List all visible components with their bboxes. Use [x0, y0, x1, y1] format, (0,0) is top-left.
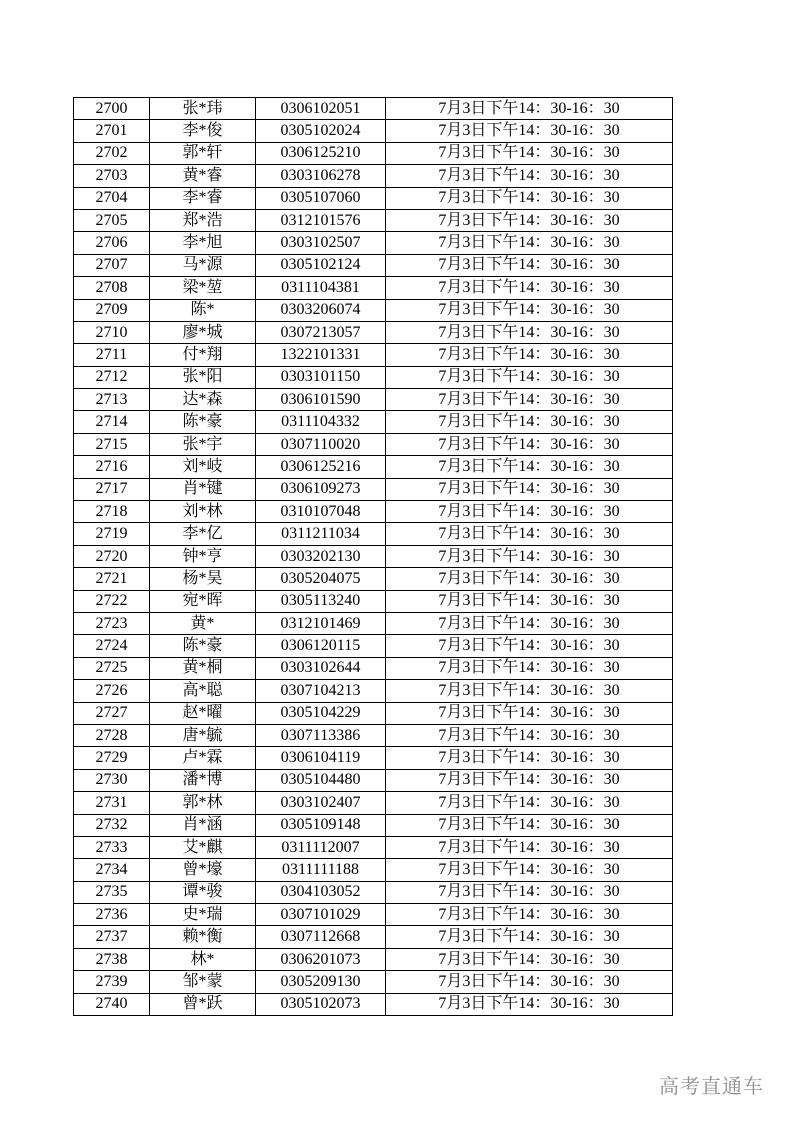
student-id-cell: 0306104119 — [256, 747, 386, 769]
student-id-cell: 0305113240 — [256, 590, 386, 612]
seq-number-cell: 2721 — [74, 568, 150, 590]
seq-number-cell: 2735 — [74, 881, 150, 903]
exam-time-cell: 7月3日下午14：30-16：30 — [386, 657, 673, 679]
name-cell: 唐*毓 — [150, 724, 256, 746]
seq-number-cell: 2716 — [74, 456, 150, 478]
student-id-cell: 0307213057 — [256, 321, 386, 343]
seq-number-cell: 2733 — [74, 836, 150, 858]
student-id-cell: 0306101590 — [256, 389, 386, 411]
seq-number-cell: 2714 — [74, 411, 150, 433]
student-id-cell: 0304103052 — [256, 881, 386, 903]
name-cell: 李*旭 — [150, 232, 256, 254]
seq-number-cell: 2729 — [74, 747, 150, 769]
seq-number-cell: 2706 — [74, 232, 150, 254]
student-id-cell: 0307101029 — [256, 904, 386, 926]
exam-time-cell: 7月3日下午14：30-16：30 — [386, 993, 673, 1015]
table-row — [74, 433, 673, 455]
exam-time-cell: 7月3日下午14：30-16：30 — [386, 859, 673, 881]
name-cell: 郑*浩 — [150, 209, 256, 231]
exam-time-cell: 7月3日下午14：30-16：30 — [386, 971, 673, 993]
exam-time-cell: 7月3日下午14：30-16：30 — [386, 702, 673, 724]
exam-time-cell: 7月3日下午14：30-16：30 — [386, 948, 673, 970]
seq-number-cell: 2738 — [74, 948, 150, 970]
table-row — [74, 209, 673, 231]
exam-time-cell: 7月3日下午14：30-16：30 — [386, 165, 673, 187]
exam-time-cell: 7月3日下午14：30-16：30 — [386, 635, 673, 657]
name-cell: 肖*键 — [150, 478, 256, 500]
student-id-cell: 0305204075 — [256, 568, 386, 590]
name-cell: 赖*衡 — [150, 926, 256, 948]
seq-number-cell: 2740 — [74, 993, 150, 1015]
table-row — [74, 993, 673, 1015]
exam-time-cell: 7月3日下午14：30-16：30 — [386, 724, 673, 746]
seq-number-cell: 2713 — [74, 389, 150, 411]
name-cell: 陈* — [150, 299, 256, 321]
name-cell: 张*玮 — [150, 98, 256, 120]
table-row — [74, 277, 673, 299]
exam-time-cell: 7月3日下午14：30-16：30 — [386, 321, 673, 343]
exam-time-cell: 7月3日下午14：30-16：30 — [386, 344, 673, 366]
seq-number-cell: 2723 — [74, 612, 150, 634]
seq-number-cell: 2719 — [74, 523, 150, 545]
student-id-cell: 0311111188 — [256, 859, 386, 881]
seq-number-cell: 2705 — [74, 209, 150, 231]
seq-number-cell: 2702 — [74, 142, 150, 164]
seq-number-cell: 2712 — [74, 366, 150, 388]
name-cell: 黄* — [150, 612, 256, 634]
roster-body — [74, 98, 673, 1016]
name-cell: 宛*晖 — [150, 590, 256, 612]
seq-number-cell: 2718 — [74, 501, 150, 523]
name-cell: 马*源 — [150, 254, 256, 276]
exam-time-cell: 7月3日下午14：30-16：30 — [386, 612, 673, 634]
seq-number-cell: 2708 — [74, 277, 150, 299]
seq-number-cell: 2732 — [74, 814, 150, 836]
table-row — [74, 657, 673, 679]
name-cell: 潘*博 — [150, 769, 256, 791]
seq-number-cell: 2724 — [74, 635, 150, 657]
watermark-text: 高考直通车 — [659, 1074, 764, 1098]
seq-number-cell: 2722 — [74, 590, 150, 612]
student-id-cell: 0305209130 — [256, 971, 386, 993]
seq-number-cell: 2715 — [74, 433, 150, 455]
name-cell: 卢*霖 — [150, 747, 256, 769]
table-row — [74, 792, 673, 814]
name-cell: 邹*蒙 — [150, 971, 256, 993]
exam-time-cell: 7月3日下午14：30-16：30 — [386, 926, 673, 948]
table-row — [74, 254, 673, 276]
student-id-cell: 0307113386 — [256, 724, 386, 746]
exam-time-cell: 7月3日下午14：30-16：30 — [386, 433, 673, 455]
student-id-cell: 0307104213 — [256, 680, 386, 702]
exam-time-cell: 7月3日下午14：30-16：30 — [386, 411, 673, 433]
exam-time-cell: 7月3日下午14：30-16：30 — [386, 523, 673, 545]
table-row — [74, 724, 673, 746]
table-row — [74, 769, 673, 791]
exam-time-cell: 7月3日下午14：30-16：30 — [386, 680, 673, 702]
seq-number-cell: 2711 — [74, 344, 150, 366]
seq-number-cell: 2703 — [74, 165, 150, 187]
table-row — [74, 120, 673, 142]
exam-time-cell: 7月3日下午14：30-16：30 — [386, 389, 673, 411]
student-id-cell: 0311104381 — [256, 277, 386, 299]
table-row — [74, 478, 673, 500]
exam-time-cell: 7月3日下午14：30-16：30 — [386, 120, 673, 142]
table-row — [74, 680, 673, 702]
student-id-cell: 0303102507 — [256, 232, 386, 254]
seq-number-cell: 2725 — [74, 657, 150, 679]
exam-time-cell: 7月3日下午14：30-16：30 — [386, 904, 673, 926]
exam-time-cell: 7月3日下午14：30-16：30 — [386, 366, 673, 388]
seq-number-cell: 2717 — [74, 478, 150, 500]
student-id-cell: 0303202130 — [256, 545, 386, 567]
seq-number-cell: 2736 — [74, 904, 150, 926]
name-cell: 郭*林 — [150, 792, 256, 814]
name-cell: 肖*涵 — [150, 814, 256, 836]
table-row — [74, 971, 673, 993]
student-id-cell: 0303106278 — [256, 165, 386, 187]
table-row — [74, 859, 673, 881]
seq-number-cell: 2704 — [74, 187, 150, 209]
exam-time-cell: 7月3日下午14：30-16：30 — [386, 747, 673, 769]
student-id-cell: 0303206074 — [256, 299, 386, 321]
table-row — [74, 881, 673, 903]
table-row — [74, 747, 673, 769]
student-id-cell: 0307112668 — [256, 926, 386, 948]
name-cell: 刘*岐 — [150, 456, 256, 478]
name-cell: 陈*豪 — [150, 635, 256, 657]
student-id-cell: 0305102073 — [256, 993, 386, 1015]
seq-number-cell: 2727 — [74, 702, 150, 724]
exam-time-cell: 7月3日下午14：30-16：30 — [386, 478, 673, 500]
name-cell: 李*睿 — [150, 187, 256, 209]
seq-number-cell: 2726 — [74, 680, 150, 702]
table-row — [74, 299, 673, 321]
table-row — [74, 568, 673, 590]
seq-number-cell: 2731 — [74, 792, 150, 814]
seq-number-cell: 2720 — [74, 545, 150, 567]
name-cell: 达*森 — [150, 389, 256, 411]
student-id-cell: 0312101469 — [256, 612, 386, 634]
student-id-cell: 0306125216 — [256, 456, 386, 478]
student-id-cell: 0312101576 — [256, 209, 386, 231]
name-cell: 黄*睿 — [150, 165, 256, 187]
exam-time-cell: 7月3日下午14：30-16：30 — [386, 299, 673, 321]
name-cell: 曾*跃 — [150, 993, 256, 1015]
student-id-cell: 0311211034 — [256, 523, 386, 545]
student-id-cell: 0305104229 — [256, 702, 386, 724]
seq-number-cell: 2734 — [74, 859, 150, 881]
student-id-cell: 0306120115 — [256, 635, 386, 657]
name-cell: 黄*桐 — [150, 657, 256, 679]
student-id-cell: 0305104480 — [256, 769, 386, 791]
table-row — [74, 612, 673, 634]
table-row — [74, 814, 673, 836]
name-cell: 高*聪 — [150, 680, 256, 702]
seq-number-cell: 2739 — [74, 971, 150, 993]
table-row — [74, 501, 673, 523]
table-row — [74, 948, 673, 970]
table-row — [74, 702, 673, 724]
exam-time-cell: 7月3日下午14：30-16：30 — [386, 881, 673, 903]
name-cell: 钟*亨 — [150, 545, 256, 567]
table-row — [74, 389, 673, 411]
seq-number-cell: 2728 — [74, 724, 150, 746]
name-cell: 张*阳 — [150, 366, 256, 388]
table-row — [74, 142, 673, 164]
student-id-cell: 0310107048 — [256, 501, 386, 523]
student-id-cell: 0303101150 — [256, 366, 386, 388]
name-cell: 杨*昊 — [150, 568, 256, 590]
name-cell: 林* — [150, 948, 256, 970]
name-cell: 谭*骏 — [150, 881, 256, 903]
name-cell: 刘*林 — [150, 501, 256, 523]
exam-time-cell: 7月3日下午14：30-16：30 — [386, 187, 673, 209]
table-row — [74, 523, 673, 545]
exam-roster-table — [73, 97, 673, 1016]
exam-time-cell: 7月3日下午14：30-16：30 — [386, 98, 673, 120]
seq-number-cell: 2707 — [74, 254, 150, 276]
name-cell: 李*俊 — [150, 120, 256, 142]
table-row — [74, 545, 673, 567]
exam-time-cell: 7月3日下午14：30-16：30 — [386, 501, 673, 523]
exam-time-cell: 7月3日下午14：30-16：30 — [386, 545, 673, 567]
student-id-cell: 0306125210 — [256, 142, 386, 164]
seq-number-cell: 2709 — [74, 299, 150, 321]
seq-number-cell: 2700 — [74, 98, 150, 120]
name-cell: 艾*麒 — [150, 836, 256, 858]
name-cell: 梁*堃 — [150, 277, 256, 299]
name-cell: 史*瑞 — [150, 904, 256, 926]
table-row — [74, 321, 673, 343]
student-id-cell: 0307110020 — [256, 433, 386, 455]
table-row — [74, 232, 673, 254]
student-id-cell: 0311104332 — [256, 411, 386, 433]
exam-time-cell: 7月3日下午14：30-16：30 — [386, 209, 673, 231]
exam-time-cell: 7月3日下午14：30-16：30 — [386, 277, 673, 299]
student-id-cell: 0306201073 — [256, 948, 386, 970]
name-cell: 陈*豪 — [150, 411, 256, 433]
exam-time-cell: 7月3日下午14：30-16：30 — [386, 232, 673, 254]
exam-time-cell: 7月3日下午14：30-16：30 — [386, 814, 673, 836]
student-id-cell: 0305102124 — [256, 254, 386, 276]
table-row — [74, 926, 673, 948]
seq-number-cell: 2701 — [74, 120, 150, 142]
table-row — [74, 590, 673, 612]
table-row — [74, 411, 673, 433]
name-cell: 赵*曜 — [150, 702, 256, 724]
student-id-cell: 0305109148 — [256, 814, 386, 836]
student-id-cell: 0311112007 — [256, 836, 386, 858]
seq-number-cell: 2730 — [74, 769, 150, 791]
student-id-cell: 0306109273 — [256, 478, 386, 500]
student-id-cell: 1322101331 — [256, 344, 386, 366]
exam-time-cell: 7月3日下午14：30-16：30 — [386, 568, 673, 590]
exam-time-cell: 7月3日下午14：30-16：30 — [386, 769, 673, 791]
student-id-cell: 0303102644 — [256, 657, 386, 679]
student-id-cell: 0305107060 — [256, 187, 386, 209]
table-row — [74, 98, 673, 120]
table-row — [74, 165, 673, 187]
table-row — [74, 187, 673, 209]
table-row — [74, 904, 673, 926]
name-cell: 曾*壕 — [150, 859, 256, 881]
exam-time-cell: 7月3日下午14：30-16：30 — [386, 792, 673, 814]
table-row — [74, 344, 673, 366]
exam-time-cell: 7月3日下午14：30-16：30 — [386, 836, 673, 858]
name-cell: 李*亿 — [150, 523, 256, 545]
name-cell: 付*翔 — [150, 344, 256, 366]
exam-time-cell: 7月3日下午14：30-16：30 — [386, 142, 673, 164]
seq-number-cell: 2710 — [74, 321, 150, 343]
student-id-cell: 0305102024 — [256, 120, 386, 142]
name-cell: 张*宇 — [150, 433, 256, 455]
name-cell: 廖*城 — [150, 321, 256, 343]
exam-time-cell: 7月3日下午14：30-16：30 — [386, 590, 673, 612]
table-row — [74, 635, 673, 657]
name-cell: 郭*轩 — [150, 142, 256, 164]
table-row — [74, 836, 673, 858]
student-id-cell: 0306102051 — [256, 98, 386, 120]
table-row — [74, 456, 673, 478]
exam-time-cell: 7月3日下午14：30-16：30 — [386, 254, 673, 276]
exam-time-cell: 7月3日下午14：30-16：30 — [386, 456, 673, 478]
seq-number-cell: 2737 — [74, 926, 150, 948]
table-row — [74, 366, 673, 388]
student-id-cell: 0303102407 — [256, 792, 386, 814]
